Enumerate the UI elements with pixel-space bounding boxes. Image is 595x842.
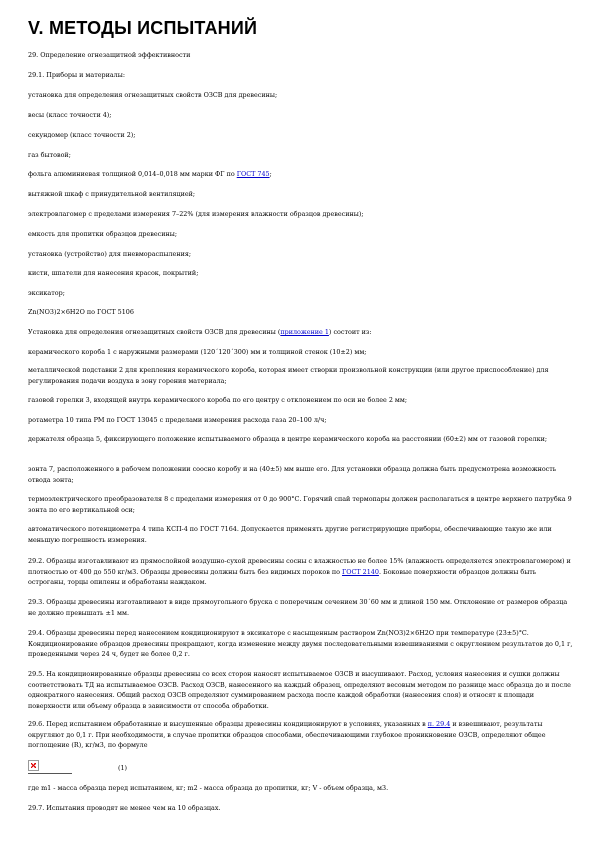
paragraph-text: Установка для определения огнезащитных свойств ОЗСВ для древесины ( [28,328,281,336]
paragraph: электровлагомер с пределами измерения 7–22% (для измерения влажности образцов древесины); [28,210,364,218]
paragraph-text: ; [269,170,272,178]
paragraph: эксикатор; [28,289,65,297]
paragraph: зонта 7, расположенного в рабочем положении соосно коробу и на (40±5) мм выше его. Для установки образца должна быть предусмотрена возможность отвода зонта; [28,465,557,484]
paragraph: 29.3. Образцы древесины изготавливают в виде прямоугольного бруска с поперечным сечением 30´60 мм и длиной 150 мм. Отклонение от размеров образца не должно превышать ±1 мм. [28,598,568,617]
paragraph: газ бытовой; [28,151,71,159]
paragraph: 29.4. Образцы древесины перед нанесением кондиционируют в эксикаторе с насыщенным раствором Zn(NO3)2×6H2O при температуре (23±5)°С. Кондиционирование образцов древесины прекращают, когда изменение между двумя последовательными взвешиваниями с округлением результатов до 0,1 г, проведенными через 24 ч, будет не более 0,2 г. [28,629,573,659]
paragraph: где m1 - масса образца перед испытанием, кг; m2 - масса образца до пропитки, кг; V - объем образца, м3. [28,784,389,792]
paragraph-text: 29.2. Образцы изготавливают из прямослойной воздушно-сухой древесины сосны с влажностью не более 15% (влажность определяется электровлагомером) и плотностью от 400 до 550 кг/м3. Образцы древесины должны быть без видимых пороков по [28,557,571,576]
paragraph: установка (устройство) для пневмораспыления; [28,250,192,258]
formula-underline [28,773,72,774]
paragraph: термоэлектрического преобразователя 8 с пределами измерения от 0 до 900°С. Горячий спай термопары должен располагаться в центре верхнего патрубка 9 зонта по его вертикальной оси; [28,495,572,514]
paragraph: ротаметра 10 типа РМ по ГОСТ 13045 с пределами измерения расхода газа 20–100 л/ч; [28,416,327,424]
paragraph [28,169,573,180]
paragraph: вытяжной шкаф с принудительной вентиляцией; [28,190,196,198]
gost-745-link[interactable]: ГОСТ 745 [236,170,270,178]
paragraph: газовой горелки 3, входящей внутрь керамического короба по его центру с отклонением по оси не более 2 мм; [28,396,408,404]
page-heading: V. МЕТОДЫ ИСПЫТАНИЙ [28,18,258,38]
gost-2140-link[interactable]: ГОСТ 2140 [342,567,379,576]
paragraph: автоматического потенциометра 4 типа КСП-4 по ГОСТ 7164. Допускается применять другие регистрирующие приборы, обеспечивающие такую же или меньшую погрешность измерения. [28,525,552,544]
formula-row [28,760,228,776]
paragraph-text: фольга алюминиевая толщиной 0,014–0,018 мм марки ФГ по [28,170,237,178]
paragraph: емкость для пропитки образцов древесины; [28,230,178,238]
paragraph: 29. Определение огнезащитной эффективности [28,51,191,59]
paragraph: Zn(NO3)2×6H2O по ГОСТ 5106 [28,308,134,316]
paragraph: держателя образца 5, фиксирующего положение испытываемого образца в центре керамического короба на расстоянии (60±2) мм от газовой горелки; [28,435,547,443]
paragraph: 29.1. Приборы и материалы: [28,71,125,79]
broken-image-icon [28,760,39,771]
paragraph [28,327,573,338]
paragraph: 29.7. Испытания проводят не менее чем на 10 образцах. [28,804,221,812]
paragraph-text: и взвешивают, результаты округляют до 0,1 г. При необходимости, в случае пропитки образцов способами, обеспечивающими глубокое проникновение ОЗСВ, определяют общее поглощение (R), кг/м3, по формуле [28,720,546,750]
paragraph: металлической подставки 2 для крепления керамического короба, которая имеет створки произвольной конструкции (или другое приспособление) для регулирования подачи воздуха в зону горения материала; [28,366,549,385]
paragraph-text: 29.6. Перед испытанием обработанные и высушенные образцы древесины кондиционируют в условиях, указанных в [28,720,428,728]
paragraph: 29.5. На кондиционированные образцы древесины со всех сторон наносят испытываемое ОЗСВ и высушивают. Расход, условия нанесения и сушки должны соответствовать ТД на испытываемое ОЗСВ. Расход ОЗСВ, нанесенного на каждый образец, определяют весовым методом по разнице масс образца до и после однократного нанесения. Общий расход ОЗСВ определяют суммированием расхода после каждой обработки (нанесения слоя) и относят к площади поверхности или объему образца в зависимости от способа обработки. [28,670,571,710]
paragraph [28,719,573,751]
formula-number: (1) [118,764,128,772]
paragraph: установка для определения огнезащитных свойств ОЗСВ для древесины; [28,91,278,99]
paragraph: керамического короба 1 с наружными размерами (120´120´300) мм и толщиной стенок (10±2) мм; [28,348,367,356]
paragraph [28,556,573,588]
paragraph: весы (класс точности 4); [28,111,112,119]
p-29-4-link[interactable]: п. 29.4 [427,720,451,728]
paragraph: кисти, шпатели для нанесения красок, покрытий; [28,269,199,277]
paragraph-text: . Боковые поверхности образцов должны быть остроганы, торцы опилены и обработаны наждаком. [28,567,537,587]
paragraph-text: ) состоит из: [328,328,372,336]
paragraph: секундомер (класс точности 2); [28,131,136,139]
appendix-1-link[interactable]: приложение 1 [280,328,329,336]
